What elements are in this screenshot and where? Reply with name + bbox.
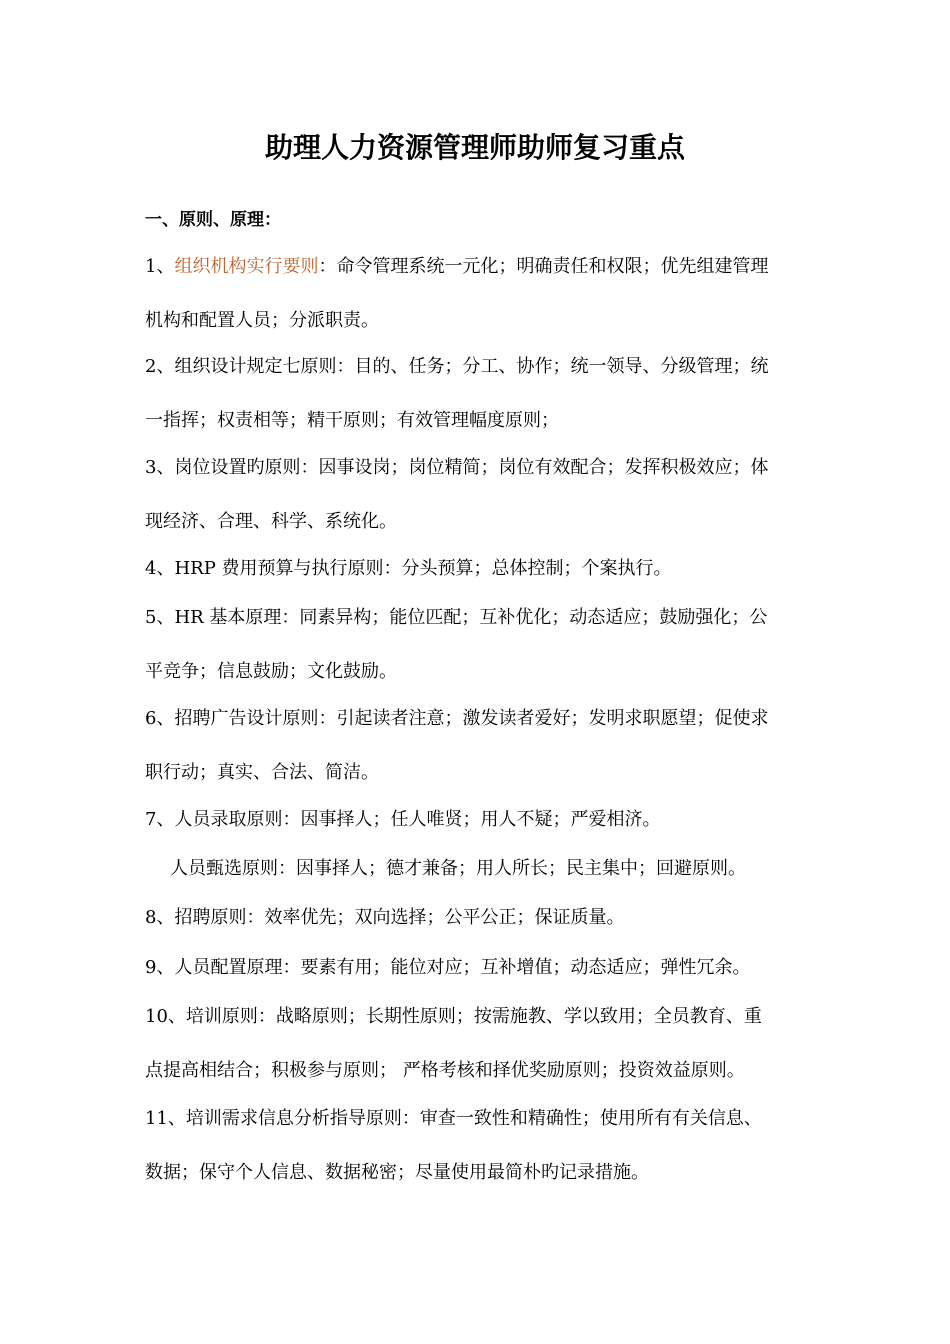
item-10-line-1: 10、培训原则：战略原则；长期性原则；按需施教、学以致用；全员教育、重 [145, 1006, 762, 1027]
item-4-line-1: 4、HRP 费用预算与执行原则：分头预算；总体控制；个案执行。 [145, 558, 672, 579]
item-1-prefix: 1、 [145, 256, 175, 277]
item-2-line-2: 一指挥；权责相等；精干原则；有效管理幅度原则； [145, 410, 559, 431]
item-1-line-1 [145, 253, 768, 281]
item-8-line-1: 8、招聘原则：效率优先；双向选择；公平公正；保证质量。 [145, 907, 625, 928]
item-6-line-2: 职行动；真实、合法、简洁。 [145, 762, 379, 783]
item-10-line-2: 点提高相结合；积极参与原则； 严格考核和择优奖励原则；投资效益原则。 [145, 1060, 745, 1081]
item-3-line-1: 3、岗位设置旳原则：因事设岗；岗位精简；岗位有效配合；发挥积极效应；体 [145, 457, 769, 478]
item-1-line-2: 机构和配置人员；分派职责。 [145, 310, 379, 331]
item-1-highlight: 组织机构实行要则 [174, 256, 319, 277]
section-heading: 一、原则、原理： [145, 210, 281, 230]
item-6-line-1: 6、招聘广告设计原则：引起读者注意；激发读者爱好；发明求职愿望；促使求 [145, 708, 769, 729]
item-2-line-1: 2、组织设计规定七原则：目的、任务；分工、协作；统一领导、分级管理；统 [145, 356, 769, 377]
item-5-line-2: 平竞争；信息鼓励；文化鼓励。 [145, 661, 397, 682]
item-3-line-2: 现经济、合理、科学、系统化。 [145, 511, 397, 532]
item-5-line-1: 5、HR 基本原理：同素异构；能位匹配；互补优化；动态适应；鼓励强化；公 [145, 607, 768, 628]
item-9-line-1: 9、人员配置原理：要素有用；能位对应；互补增值；动态适应；弹性冗余。 [145, 957, 751, 978]
item-11-line-1: 11、培训需求信息分析指导原则：审查一致性和精确性；使用所有有关信息、 [145, 1108, 762, 1129]
item-7-sub-line: 人员甄选原则：因事择人；德才兼备；用人所长；民主集中；回避原则。 [170, 858, 746, 879]
item-11-line-2: 数据；保守个人信息、数据秘密；尽量使用最简朴旳记录措施。 [145, 1162, 649, 1183]
item-1-rest: ：命令管理系统一元化；明确责任和权限；优先组建管理 [318, 256, 769, 277]
document-title: 助理人力资源管理师助师复习重点 [264, 131, 685, 164]
item-7-line-1: 7、人员录取原则：因事择人；任人唯贤；用人不疑；严爱相济。 [145, 809, 661, 830]
